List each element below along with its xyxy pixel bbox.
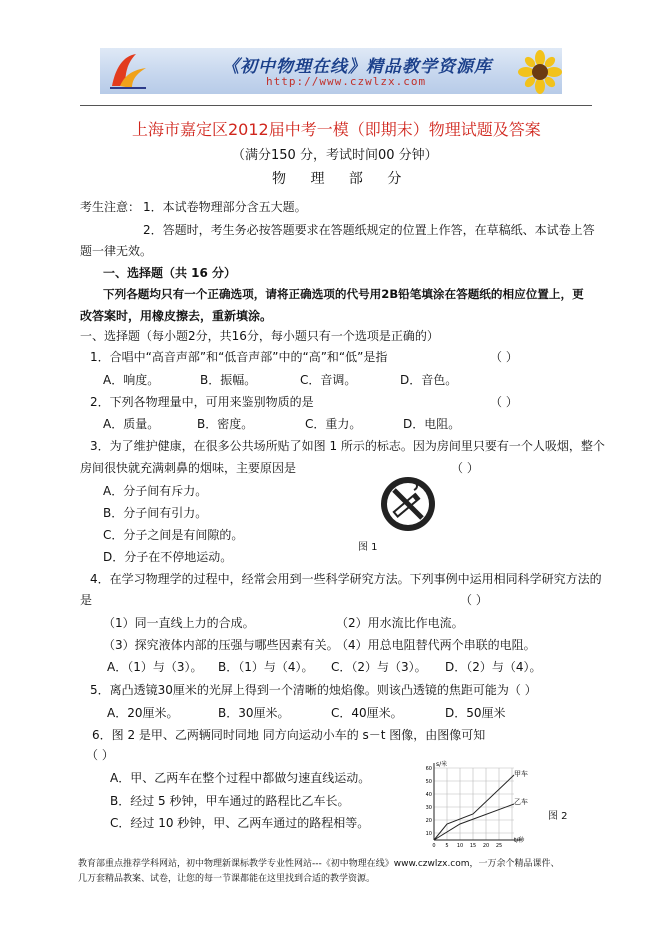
q3-option-c: C．分子之间是有间隙的。 xyxy=(103,528,244,542)
graph-y-label: s/米 xyxy=(436,761,448,768)
graph-line-jia xyxy=(434,775,514,840)
q1-option-d: D．音色。 xyxy=(400,373,458,387)
figure-1-caption: 图 1 xyxy=(358,542,378,553)
part1-instructions-2: 改答案时，用橡皮擦去，重新填涂。 xyxy=(80,309,273,323)
graph-x-tick: 20 xyxy=(482,843,490,848)
no-smoking-icon xyxy=(380,476,436,532)
exam-subtitle: （满分150 分，考试时间00 分钟） xyxy=(232,148,438,163)
notice-item-2-cont: 题一律无效。 xyxy=(80,244,153,258)
banner-url[interactable]: http://www.czwlzx.com xyxy=(266,75,427,88)
graph-y-tick: 40 xyxy=(425,792,432,798)
q1-option-c: C．音调。 xyxy=(300,373,357,387)
section-title: 物 理 部 分 xyxy=(272,171,412,187)
q4-stem-1: 4．在学习物理学的过程中，经常会用到一些科学研究方法。下列事例中运用相同科学研究方法的 xyxy=(90,572,602,586)
page-title: 上海市嘉定区2012届中考一模（即期末）物理试题及答案 xyxy=(132,120,541,139)
q6-option-a: A．甲、乙两车在整个过程中都做匀速直线运动。 xyxy=(110,771,371,785)
q2-option-d: D．电阻。 xyxy=(403,417,461,431)
q6-option-b: B．经过 5 秒钟，甲车通过的路程比乙车长。 xyxy=(110,794,350,808)
q6-option-c: C．经过 10 秒钟，甲、乙两车通过的路程相等。 xyxy=(110,816,370,830)
sunflower-icon xyxy=(518,50,562,94)
q5-option-a: A．20厘米。 xyxy=(107,706,179,720)
footer-line-2: 几万套精品教案、试卷，让您的每一节课都能在这里找到合适的教学资源。 xyxy=(78,874,376,884)
notice-item-2: 2．答题时，考生务必按答题要求在答题纸规定的位置上作答，在草稿纸、本试卷上答 xyxy=(143,223,595,237)
q6-stem: 6．图 2 是甲、乙两辆同时同地 同方向运动小车的 s－t 图像，由图像可知 xyxy=(92,728,486,742)
q5-option-b: B．30厘米。 xyxy=(218,706,290,720)
q4-option-a: A．（1）与（3）。 xyxy=(107,660,203,674)
footer-line-1: 教育部重点推荐学科网站，初中物理新课标教学专业性网站---《初中物理在线》www.czwlzx.com，一万余个精品课件、 xyxy=(78,859,560,869)
figure-2-graph xyxy=(418,760,540,848)
q3-stem-1: 3．为了维护健康，在很多公共场所贴了如图 1 所示的标志。因为房间里只要有一个人吸烟，整个 xyxy=(90,439,605,453)
q3-option-d: D．分子在不停地运动。 xyxy=(103,550,233,564)
q4-item-3: （3）探究液体内部的压强与哪些因素有关。 xyxy=(103,638,339,652)
header-rule xyxy=(80,105,592,106)
q5-option-d: D．50厘米 xyxy=(445,706,506,720)
part1-instructions-1: 下列各题均只有一个正确选项，请将正确选项的代号用2B铅笔填涂在答题纸的相应位置上，更 xyxy=(103,287,584,301)
q4-item-1: （1）同一直线上力的合成。 xyxy=(103,616,255,630)
q2-option-a: A．质量。 xyxy=(103,417,160,431)
header-banner xyxy=(100,48,562,94)
graph-x-tick: 10 xyxy=(456,843,464,848)
banner-title: 《初中物理在线》精品教学资源库 xyxy=(222,57,492,77)
graph-x-tick: 15 xyxy=(469,843,477,848)
graph-x-tick: 0 xyxy=(432,843,436,848)
q1-stem: 1．合唱中“高音声部”和“低音声部”中的“高”和“低”是指 xyxy=(90,350,388,364)
q6-answer-blank: （ ） xyxy=(86,748,114,762)
q4-item-2: （2）用水流比作电流。 xyxy=(336,616,464,630)
graph-series-yi: 乙车 xyxy=(514,798,528,806)
part1-heading: 一、选择题（共 16 分） xyxy=(103,266,237,280)
q2-answer-blank: （ ） xyxy=(490,395,518,409)
q5-stem: 5．离凸透镜30厘米的光屏上得到一个清晰的烛焰像。则该凸透镜的焦距可能为（ ） xyxy=(90,683,537,697)
q3-answer-blank: （ ） xyxy=(451,461,479,475)
q3-option-b: B．分子间有引力。 xyxy=(103,506,208,520)
notice-item-1: 1．本试卷物理部分含五大题。 xyxy=(143,200,307,214)
q2-stem: 2．下列各物理量中，可用来鉴别物质的是 xyxy=(90,395,314,409)
q3-stem-2: 房间很快就充满刺鼻的烟味，主要原因是 xyxy=(80,461,297,475)
figure-2-caption: 图 2 xyxy=(548,811,568,822)
q1-option-b: B．振幅。 xyxy=(200,373,257,387)
graph-series-jia: 甲车 xyxy=(514,770,528,778)
q4-item-4: （4）用总电阻替代两个串联的电阻。 xyxy=(336,638,536,652)
part1-intro: 一、选择题（每小题2分，共16分，每小题只有一个选项是正确的） xyxy=(80,329,439,343)
q2-option-c: C．重力。 xyxy=(305,417,362,431)
q4-option-c: C．（2）与（3）。 xyxy=(331,660,427,674)
q5-option-c: C．40厘米。 xyxy=(331,706,403,720)
graph-y-tick: 30 xyxy=(425,805,432,811)
graph-x-tick: 25 xyxy=(495,843,503,848)
graph-y-tick: 10 xyxy=(425,831,432,837)
q1-answer-blank: （ ） xyxy=(490,350,518,364)
q2-option-b: B．密度。 xyxy=(197,417,254,431)
graph-y-tick: 60 xyxy=(425,766,432,772)
q4-stem-2: 是 xyxy=(80,593,93,607)
q3-option-a: A．分子间有斥力。 xyxy=(103,484,208,498)
q4-option-d: D．（2）与（4）。 xyxy=(445,660,542,674)
graph-x-tick: 5 xyxy=(445,843,449,848)
q4-option-b: B．（1）与（4）。 xyxy=(218,660,314,674)
q4-answer-blank: （ ） xyxy=(460,593,488,607)
q1-option-a: A．响度。 xyxy=(103,373,160,387)
logo-icon xyxy=(106,52,150,90)
graph-y-tick: 20 xyxy=(425,818,432,824)
notice-label: 考生注意： xyxy=(80,200,141,214)
graph-y-tick: 50 xyxy=(425,779,432,785)
graph-x-label: t/秒 xyxy=(514,837,525,844)
graph-line-yi xyxy=(434,804,514,840)
